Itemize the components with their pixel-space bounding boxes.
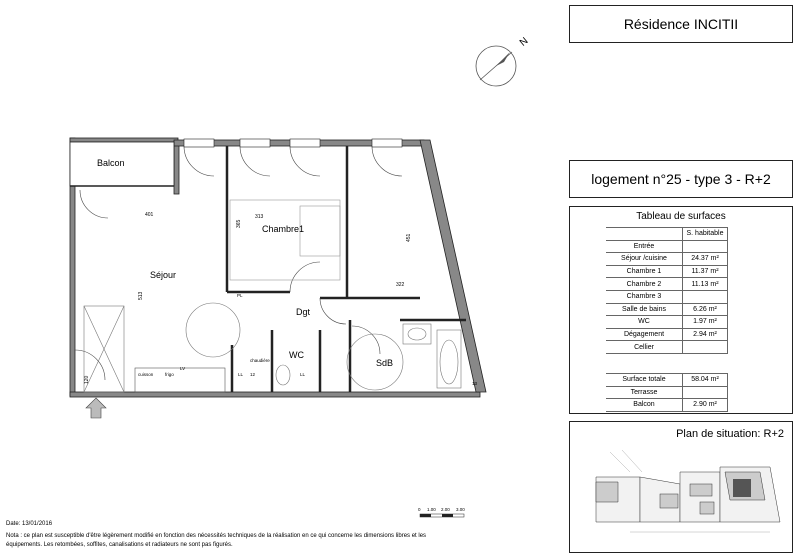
room-balcon: Balcon xyxy=(97,158,125,168)
table-row xyxy=(606,228,728,241)
entry-arrow-icon xyxy=(86,398,106,418)
situation-plan-title: Plan de situation: R+2 xyxy=(676,428,784,440)
scale-bar xyxy=(418,507,465,517)
footer-note xyxy=(6,520,426,550)
table-row: Entrée xyxy=(606,240,728,253)
dimension-label: 513 xyxy=(138,291,144,300)
fixture-label: frigo xyxy=(165,372,174,377)
fixture-label: LV xyxy=(180,366,186,371)
unit-title xyxy=(569,160,793,198)
compass-icon xyxy=(476,36,531,86)
table-row: Cellier xyxy=(606,341,728,354)
svg-text:2.00: 2.00 xyxy=(441,507,450,512)
situation-plan-map xyxy=(570,422,792,552)
table-row: WC 1.97 m² xyxy=(606,316,728,329)
fixture-label: LL xyxy=(300,372,306,377)
table-row: Surface totale 58.04 m² xyxy=(606,374,728,387)
dimension-label: 313 xyxy=(255,214,264,220)
situation-plan-panel xyxy=(569,421,793,553)
table-row: Séjour /cuisine 24.37 m² xyxy=(606,253,728,266)
fixture-label: PL xyxy=(237,293,243,298)
table-row: Chambre 2 11.13 m² xyxy=(606,278,728,291)
dimension-label: 451 xyxy=(406,233,412,242)
dimension-label: 120 xyxy=(84,375,90,384)
svg-text:1.00: 1.00 xyxy=(427,507,436,512)
surface-table-title: Tableau de surfaces xyxy=(636,211,726,222)
residence-title xyxy=(569,5,793,43)
table-row: Terrasse xyxy=(606,386,728,399)
residence-name: Résidence INCITII xyxy=(623,16,739,32)
surface-totals-table xyxy=(606,373,728,412)
table-row: Chambre 3 xyxy=(606,290,728,303)
fixture-label: 13 xyxy=(472,381,478,386)
plan-date: Date: 13/01/2016 xyxy=(6,521,53,527)
fixture-label: 12 xyxy=(250,372,256,377)
svg-text:0: 0 xyxy=(418,507,421,512)
column-header: S. habitable xyxy=(683,228,728,241)
surface-table-panel xyxy=(569,206,793,414)
dimension-label: 322 xyxy=(396,282,405,288)
table-row: Chambre 1 11.37 m² xyxy=(606,265,728,278)
table-row: Dégagement 2.94 m² xyxy=(606,328,728,341)
note-line: équipements. Les retombées, soffites, canalisations et radiateurs ne sont pas figurés. xyxy=(6,542,233,548)
surface-table xyxy=(606,227,728,354)
table-row: Salle de bains 6.26 m² xyxy=(606,303,728,316)
fixture-label: chaudière xyxy=(250,358,270,363)
room-wc: WC xyxy=(289,350,304,360)
room-sejour: Séjour xyxy=(150,270,177,280)
fixture-label: LL xyxy=(238,372,244,377)
svg-text:3.00: 3.00 xyxy=(456,507,465,512)
fixture-label: cuisson xyxy=(138,372,154,377)
unit-label: logement n°25 - type 3 - R+2 xyxy=(591,171,771,187)
table-row: Balcon 2.90 m² xyxy=(606,399,728,412)
note-line: Nota : ce plan est susceptible d'être légèrement modifié en fonction des nécessités techniques de la réalisation en ce qui concerne les dimensions libres et les xyxy=(6,533,427,539)
room-dgt: Dgt xyxy=(296,307,311,317)
room-sdb: SdB xyxy=(376,358,394,368)
room-chambre1: Chambre1 xyxy=(262,224,305,234)
compass-label: N xyxy=(517,35,531,49)
dimension-label: 401 xyxy=(145,212,154,218)
dimension-label: 365 xyxy=(236,219,242,228)
